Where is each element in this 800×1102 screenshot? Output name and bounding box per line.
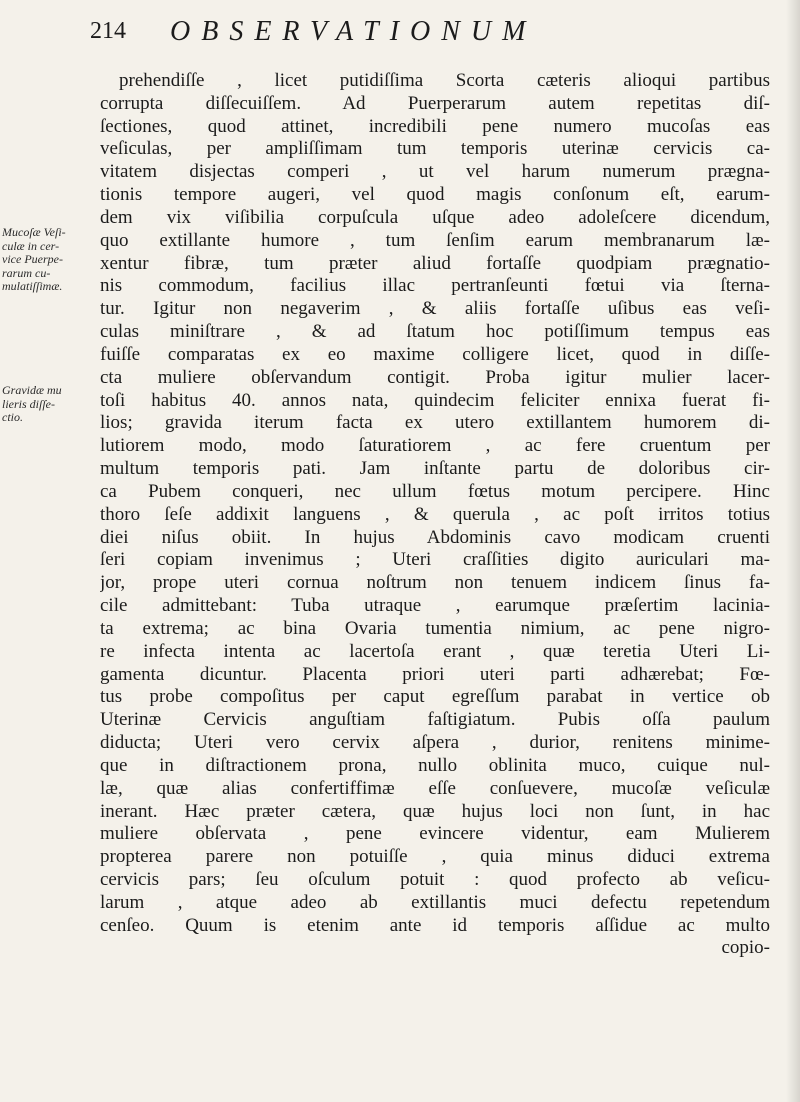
text-line: ſectiones, quod attinet, incredibili pene numero mucoſas eas	[100, 115, 770, 137]
text-line: vitatem disjectas comperi , ut vel harum numerum prægna-	[100, 161, 770, 183]
marginal-note-line: vice Puerpe-	[2, 252, 63, 266]
text-line: lios; gravida iterum facta ex utero extillantem humorem di-	[100, 412, 770, 434]
marginal-note-line: lieris diſſe-	[2, 396, 55, 411]
page-edge-shadow	[786, 0, 800, 1102]
text-line: toſi habitus 40. annos nata, quindecim feliciter ennixa fuerat fi-	[100, 389, 770, 411]
text-line: tionis tempore augeri, vel quod magis conſonum eſt, earum-	[100, 184, 770, 206]
text-line: ſeri copiam invenimus ; Uteri craſſities digito auriculari ma-	[100, 549, 770, 571]
marginal-note-line: culæ in cer-	[2, 238, 60, 253]
text-line: prehendiſſe , licet putidiſſima Scorta cæteris alioqui partibus	[119, 70, 770, 91]
text-line: propterea parere non potuiſſe , quia minus diduci extrema	[100, 846, 770, 868]
text-line: gamenta dicuntur. Placenta priori uteri parti adhærebat; Fœ-	[100, 663, 770, 685]
marginal-note-line: Mucoſæ Veſi-	[2, 225, 66, 239]
text-line: fuiſſe comparatas ex eo maxime colligere licet, quod in diſſe-	[100, 343, 770, 365]
text-line: quo extillante humore , tum ſenſim earum membranarum læ-	[100, 229, 770, 251]
text-line: lutiorem modo, modo ſaturatiorem , ac fere cruentum per	[100, 435, 770, 457]
text-line: corrupta diſſecuiſſem. Ad Puerperarum autem repetitas diſ-	[100, 92, 770, 114]
text-line: xentur fibræ, tum præter aliud fortaſſe quodpiam prægnatio-	[100, 252, 770, 274]
marginal-note-line: ctio.	[2, 410, 23, 424]
text-line: thoro ſeſe addixit languens , & querula , ac poſt irritos totius	[100, 503, 770, 525]
text-line: ca Pubem conqueri, nec ullum fœtus motum percipere. Hinc	[100, 480, 770, 502]
marginal-note-line: rarum cu-	[2, 265, 51, 280]
text-line: que in diſtractionem prona, nullo oblinita muco, cuique nul-	[100, 754, 770, 776]
body-text	[100, 70, 770, 960]
text-line: cta muliere obſervandum contigit. Proba igitur mulier lacer-	[100, 366, 770, 388]
text-line: copio-	[721, 937, 770, 959]
marginal-note-line: Gravidæ mu	[2, 383, 62, 397]
text-line: muliere obſervata , pene evincere videntur, eam Mulierem	[100, 823, 770, 845]
text-line: tur. Igitur non negaverim , & aliis fortaſſe uſibus eas veſi-	[100, 298, 770, 320]
text-line: multum temporis pati. Jam inſtante partu de doloribus cir-	[100, 458, 770, 480]
page-number: 214	[90, 18, 126, 44]
text-line: dem vix viſibilia corpuſcula uſque adeo adoleſcere dicendum,	[100, 206, 770, 228]
text-line: cenſeo. Quum is etenim ante id temporis aſſidue ac multo	[100, 914, 770, 936]
text-line: inerant. Hæc præter cætera, quæ hujus loci non ſunt, in hac	[100, 800, 770, 822]
text-line: larum , atque adeo ab extillantis muci defectu repetendum	[100, 891, 770, 913]
text-line: ta extrema; ac bina Ovaria tumentia nimium, ac pene nigro-	[100, 617, 770, 639]
marginal-note-mucosae-vesiculae	[2, 226, 92, 294]
text-line: tus probe compoſitus per caput egreſſum parabat in vertice ob	[100, 686, 770, 708]
marginal-note-line: mulatiſſimæ.	[2, 279, 63, 293]
text-line: re infecta intenta ac lacertoſa erant , quæ teretia Uteri Li-	[100, 640, 770, 662]
text-line: diei niſus obiit. In hujus Abdominis cavo modicam cruenti	[100, 526, 770, 548]
running-head: OBSERVATIONUM	[170, 16, 537, 47]
page-header	[90, 14, 770, 54]
marginal-note-gravidae-mulieris	[2, 384, 92, 425]
text-line: diducta; Uteri vero cervix aſpera , durior, renitens minime-	[100, 732, 770, 754]
text-line: jor, prope uteri cornua noſtrum non tenuem indicem ſinus fa-	[100, 572, 770, 594]
text-line: cervicis pars; ſeu oſculum potuit : quod profecto ab veſicu-	[100, 868, 770, 890]
text-line: veſiculas, per ampliſſimam tum temporis uterinæ cervicis ca-	[100, 138, 770, 160]
text-line: culas miniſtrare , & ad ſtatum hoc potiſſimum tempus eas	[100, 321, 770, 343]
text-line: Uterinæ Cervicis anguſtiam faſtigiatum. Pubis oſſa paulum	[100, 709, 770, 731]
text-line: nis commodum, facilius illac pertranſeunti fœtui via ſterna-	[100, 275, 770, 297]
text-line: læ, quæ alias confertiffimæ eſſe conſuevere, mucoſæ veſiculæ	[100, 777, 770, 799]
text-line: cile admittebant: Tuba utraque , earumque præſertim lacinia-	[100, 595, 770, 617]
